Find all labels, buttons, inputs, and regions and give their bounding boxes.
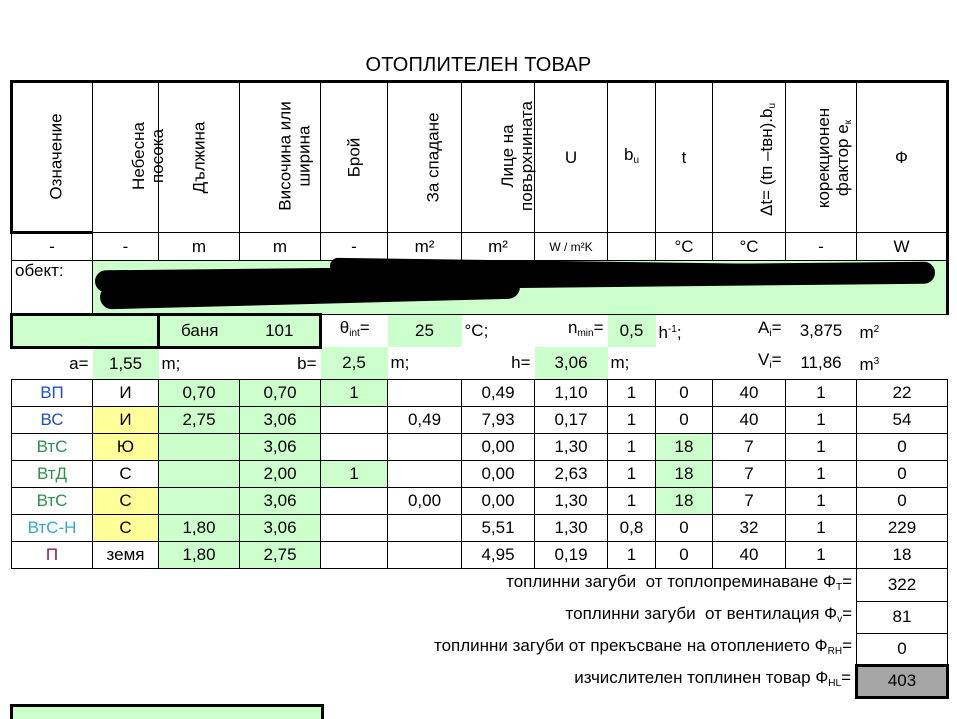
summary-label-ventilation: топлинни загуби от вентилация $Ф_v=$ bbox=[565, 604, 852, 625]
area-label: $A_i=$ bbox=[757, 318, 782, 339]
table-cell bbox=[388, 542, 462, 569]
summary-row-transmission bbox=[12, 569, 948, 602]
col-header-correction: корекционен фактор $е_к$ bbox=[786, 82, 857, 233]
sheet-title: ОТОПЛИТЕЛЕН ТОВАР bbox=[365, 54, 592, 76]
unit-cell: W / m²K bbox=[535, 233, 608, 261]
col-header-deduct: За спадане bbox=[388, 82, 462, 233]
table-cell: 1 bbox=[786, 488, 857, 515]
table-cell: 3,06 bbox=[240, 515, 321, 542]
unit-cell: - bbox=[93, 233, 159, 261]
table-cell: 0 bbox=[656, 407, 713, 434]
table-cell: 2,75 bbox=[159, 407, 240, 434]
summary-value-total: 403 bbox=[857, 665, 948, 697]
h-label: h= bbox=[511, 353, 531, 372]
col-header-designation: Означение bbox=[12, 82, 93, 233]
table-cell: 0 bbox=[656, 542, 713, 569]
table-cell: 229 bbox=[857, 515, 948, 542]
a-unit: m; bbox=[161, 353, 181, 373]
element-code: ВС bbox=[12, 407, 93, 434]
table-cell: 0,00 bbox=[388, 488, 462, 515]
header-row bbox=[12, 82, 948, 233]
orientation-cell: С bbox=[93, 488, 159, 515]
table-cell bbox=[159, 434, 240, 461]
room-number: 101 bbox=[240, 315, 321, 348]
table-cell: 1,10 bbox=[535, 380, 608, 407]
orientation-cell: земя bbox=[93, 542, 159, 569]
table-cell: 0 bbox=[656, 515, 713, 542]
unit-cell: m bbox=[159, 233, 240, 261]
table-cell bbox=[321, 434, 388, 461]
table-cell: 1 bbox=[786, 380, 857, 407]
table-cell: 0,00 bbox=[462, 488, 535, 515]
table-cell: 1 bbox=[786, 407, 857, 434]
unit-cell: m bbox=[240, 233, 321, 261]
table-cell: 18 bbox=[656, 488, 713, 515]
room-spacer bbox=[12, 315, 159, 348]
element-code: ВП bbox=[12, 380, 93, 407]
orientation-cell: И bbox=[93, 407, 159, 434]
table-cell: 40 bbox=[713, 407, 786, 434]
table-row bbox=[12, 515, 948, 542]
unit-cell: m² bbox=[388, 233, 462, 261]
table-cell: 1 bbox=[786, 461, 857, 488]
summary-row-total bbox=[12, 665, 948, 697]
table-cell: 1,80 bbox=[159, 542, 240, 569]
units-row bbox=[12, 233, 948, 261]
area-value: 3,875 bbox=[799, 321, 843, 340]
table-cell: 0,70 bbox=[240, 380, 321, 407]
table-cell: 1 bbox=[321, 380, 388, 407]
table-cell bbox=[388, 380, 462, 407]
table-cell: 18 bbox=[656, 461, 713, 488]
table-cell: 3,06 bbox=[240, 407, 321, 434]
table-cell bbox=[159, 461, 240, 488]
unit-cell: °C bbox=[656, 233, 713, 261]
col-header-bu: $b_u$ bbox=[608, 82, 656, 233]
table-cell: 1 bbox=[608, 380, 656, 407]
table-cell: 32 bbox=[713, 515, 786, 542]
summary-row-intermittent bbox=[12, 633, 948, 665]
table-row bbox=[12, 488, 948, 515]
nmin-unit: $h^{-1}$; bbox=[658, 322, 682, 342]
table-cell: 0,70 bbox=[159, 380, 240, 407]
table-cell: 0,00 bbox=[462, 434, 535, 461]
table-cell: 5,51 bbox=[462, 515, 535, 542]
element-code: ВтС-Н bbox=[12, 515, 93, 542]
table-cell: 0,49 bbox=[388, 407, 462, 434]
element-code: ВтД bbox=[12, 461, 93, 488]
table-cell: 7,93 bbox=[462, 407, 535, 434]
table-cell: 0 bbox=[857, 488, 948, 515]
table-cell: 0 bbox=[857, 434, 948, 461]
element-rows bbox=[12, 380, 948, 569]
table-cell: 1 bbox=[786, 542, 857, 569]
table-cell: 0,49 bbox=[462, 380, 535, 407]
summary-value-intermittent: 0 bbox=[857, 633, 948, 665]
table-cell: 1 bbox=[608, 407, 656, 434]
table-cell: 22 bbox=[857, 380, 948, 407]
col-header-area: Лице на повърхнината bbox=[462, 82, 535, 233]
element-code: ВтС bbox=[12, 488, 93, 515]
table-cell: 1,30 bbox=[535, 515, 608, 542]
table-cell bbox=[388, 461, 462, 488]
col-header-orientation: Небесна посока bbox=[93, 82, 159, 233]
summary-row-ventilation bbox=[12, 601, 948, 633]
volume-unit: $m^3$ bbox=[859, 354, 880, 374]
theta-label: $\theta_{int}=$ bbox=[339, 318, 370, 339]
table-cell: 0,17 bbox=[535, 407, 608, 434]
volume-label: $V_i=$ bbox=[757, 350, 782, 371]
table-cell: 2,63 bbox=[535, 461, 608, 488]
table-cell bbox=[388, 515, 462, 542]
table-cell: 3,06 bbox=[240, 488, 321, 515]
table-row bbox=[12, 407, 948, 434]
room-name: баня bbox=[159, 315, 240, 348]
table-cell bbox=[388, 434, 462, 461]
b-unit: m; bbox=[390, 353, 410, 372]
volume-value: 11,86 bbox=[800, 353, 842, 372]
a-label: a= bbox=[69, 353, 89, 373]
table-cell: 1 bbox=[321, 461, 388, 488]
h-unit: m; bbox=[610, 353, 630, 372]
unit-cell: - bbox=[12, 233, 93, 261]
unit-cell: m² bbox=[462, 233, 535, 261]
table-cell: 18 bbox=[656, 434, 713, 461]
table-cell bbox=[159, 488, 240, 515]
col-header-length: Дължина bbox=[159, 82, 240, 233]
table-cell bbox=[321, 515, 388, 542]
object-label: обект: bbox=[12, 261, 93, 315]
unit-cell: W bbox=[857, 233, 948, 261]
table-cell: 0,00 bbox=[462, 461, 535, 488]
orientation-cell: И bbox=[93, 380, 159, 407]
table-cell bbox=[321, 407, 388, 434]
orientation-cell: С bbox=[93, 515, 159, 542]
next-room-box bbox=[10, 704, 324, 719]
nmin-label: $n_{min}=$ bbox=[567, 318, 604, 339]
table-row bbox=[12, 434, 948, 461]
table-cell: 54 bbox=[857, 407, 948, 434]
a-value: 1,55 bbox=[93, 347, 159, 380]
summary-label-intermittent: топлинни загуби от прекъсване на отоплението $Ф_{RH}=$ bbox=[433, 636, 852, 657]
table-cell: 1,80 bbox=[159, 515, 240, 542]
table-cell: 7 bbox=[713, 488, 786, 515]
table-cell: 1 bbox=[608, 488, 656, 515]
table-cell: 2,75 bbox=[240, 542, 321, 569]
table-cell: 40 bbox=[713, 380, 786, 407]
summary-label-total: изчислителен топлинен товар $Ф_{HL}=$ bbox=[574, 668, 851, 689]
table-row bbox=[12, 461, 948, 488]
table-cell: 1 bbox=[608, 542, 656, 569]
table-cell: 1 bbox=[608, 461, 656, 488]
table-cell: 0,19 bbox=[535, 542, 608, 569]
dims-row bbox=[12, 347, 948, 380]
table-cell: 1,30 bbox=[535, 488, 608, 515]
b-value: 2,5 bbox=[321, 347, 388, 380]
table-cell: 18 bbox=[857, 542, 948, 569]
table-cell: 1,30 bbox=[535, 434, 608, 461]
table-cell: 4,95 bbox=[462, 542, 535, 569]
table-cell: 1 bbox=[608, 434, 656, 461]
dims-spacer bbox=[656, 347, 713, 380]
table-cell: 0 bbox=[857, 461, 948, 488]
unit-cell bbox=[608, 233, 656, 261]
table-row bbox=[12, 380, 948, 407]
summary-value-ventilation: 81 bbox=[857, 601, 948, 633]
unit-cell: °C bbox=[713, 233, 786, 261]
table-cell bbox=[321, 488, 388, 515]
orientation-cell: С bbox=[93, 461, 159, 488]
col-header-height: Височина или ширина bbox=[240, 82, 321, 233]
table-cell: 7 bbox=[713, 434, 786, 461]
theta-unit: °C; bbox=[464, 321, 489, 340]
room-row bbox=[12, 315, 948, 348]
element-code: ВтС bbox=[12, 434, 93, 461]
b-label: b= bbox=[297, 353, 317, 373]
table-cell: 7 bbox=[713, 461, 786, 488]
summary-value-transmission: 322 bbox=[857, 569, 948, 602]
table-cell: 2,00 bbox=[240, 461, 321, 488]
h-value: 3,06 bbox=[535, 347, 608, 380]
table-cell: 0 bbox=[656, 380, 713, 407]
theta-value: 25 bbox=[388, 315, 462, 348]
table-cell: 40 bbox=[713, 542, 786, 569]
col-header-u: U bbox=[535, 82, 608, 233]
col-header-t: t bbox=[656, 82, 713, 233]
heat-load-table bbox=[10, 80, 949, 699]
table-cell: 1 bbox=[786, 515, 857, 542]
nmin-value: 0,5 bbox=[608, 315, 656, 348]
table-cell: 3,06 bbox=[240, 434, 321, 461]
col-header-count: Брой bbox=[321, 82, 388, 233]
summary-label-transmission: топлинни загуби от топлопреминаване $Ф_T=$ bbox=[506, 572, 852, 593]
table-cell: 0,8 bbox=[608, 515, 656, 542]
orientation-cell: Ю bbox=[93, 434, 159, 461]
table-cell bbox=[321, 542, 388, 569]
area-unit: $m^2$ bbox=[859, 322, 880, 342]
unit-cell: - bbox=[786, 233, 857, 261]
element-code: П bbox=[12, 542, 93, 569]
unit-cell: - bbox=[321, 233, 388, 261]
col-header-delta-t: Δt= (tп $-tвн).b_u$ bbox=[713, 82, 786, 233]
table-cell: 1 bbox=[786, 434, 857, 461]
table-row bbox=[12, 542, 948, 569]
col-header-phi: Ф bbox=[857, 82, 948, 233]
